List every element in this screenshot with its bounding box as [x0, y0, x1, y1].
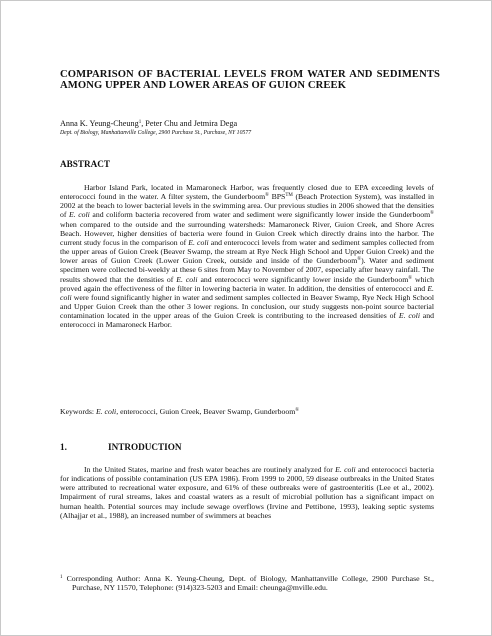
- abstract-text: and coliform bacteria recovered from water and sediment were significantly lower inside the Gunderboom: [89, 210, 431, 220]
- species-name: E. coli: [69, 210, 90, 220]
- author-footnote-marker: 1: [138, 120, 142, 125]
- registered-mark: ®: [357, 257, 362, 263]
- registered-mark: ®: [430, 211, 434, 217]
- author-list: [60, 119, 237, 129]
- species-name: E. coli: [188, 237, 209, 247]
- abstract-text: and enterococci levels from water and sediment samples collected from the upper areas of Guion Creek (Beaver Swamp, the stream at Rye Neck High School and Upper Guion Creek) and the lower areas of Guion Creek (Lower Guion Creek, outside and inside of the Gunderboom: [60, 237, 434, 266]
- keywords-list: , enterococci, Guion Creek, Beaver Swamp, Gunderboom: [116, 407, 296, 416]
- keywords-label: Keywords:: [60, 407, 96, 416]
- corresponding-author-footnote: [60, 574, 434, 592]
- abstract-text: and enterococci were significantly lower inside the Gunderboom: [197, 274, 409, 284]
- author-others: , Peter Chu and Jetmira Dega: [141, 119, 238, 128]
- abstract-text: which proved again the effectiveness of the filter in lowering bacteria in water. In addition, the densities of enterococci and: [60, 274, 434, 293]
- abstract-text: and enterococci in Mamaroneck Harbor.: [60, 311, 434, 330]
- abstract-text: ). Water and sediment specimen were collected bi-weekly at these 6 sites from May to November of 2007, especially after heavy rainfall. The results showed that the densities of: [60, 256, 434, 284]
- registered-mark: ®: [408, 275, 413, 281]
- section-number: 1.: [60, 442, 67, 452]
- abstract-text: BPS: [268, 192, 286, 202]
- intro-text: and enterococci bacteria for indications of possible contamination (US EPA 1986). From 1999 to 2000, 59 disease outbreaks in the United States were attributed to recreational water exposure, and 61% of these outbreaks were of gastroenteritis (Lee et al., 2002). Impairment of rural streams, lakes and coastal waters as a result of microbial pollution has a significant impact on human health. Potential sources may include sewage overflows (Irvine and Pettibone, 1993), leaking septic systems (Alhajjar et al., 1988), an increased number of swimmers at beaches: [60, 465, 434, 520]
- abstract-heading: ABSTRACT: [60, 159, 111, 169]
- paper-title: COMPARISON OF BACTERIAL LEVELS FROM WATER AND SEDIMENTS AMONG UPPER AND LOWER AREAS OF GUION CREEK: [60, 69, 440, 92]
- species-name: E. coli: [176, 274, 198, 284]
- abstract-body: [60, 183, 434, 330]
- section-title: INTRODUCTION: [108, 442, 182, 452]
- species-name: E. coli: [335, 465, 356, 474]
- species-name: E. coli: [60, 283, 434, 302]
- keywords-line: [60, 407, 434, 416]
- abstract-text: were found significantly higher in water and sediment samples collected in Beaver Swamp, Rye Neck High School and Upper Guion Creek than the other 3 lower regions. In conclusion, our study suggests non-point source bacterial contamination located in the upper areas of the Guion Creek is contributing to the increased densities of: [60, 292, 434, 321]
- abstract-text: when compared to the outside and the surrounding watersheds: Mamaroneck River, Guion Creek, and Shore Acres Beach. However, higher densities of bacteria were found in Guion Creek which directly drains into the harbor. The current study focus in the comparison of: [60, 219, 434, 247]
- registered-mark: ®: [265, 193, 269, 199]
- author-affiliation: Dept. of Biology, Manhattanville College, 2900 Purchase St., Purchase, NY 10577: [60, 130, 252, 136]
- species-name: E. coli: [398, 311, 420, 321]
- abstract-text: (Beach Protection System), was installed in 2002 at the beach to lower bacterial levels in the swimming area. Our previous studies in 2006 showed that the densities of: [60, 192, 435, 220]
- introduction-heading: [60, 442, 182, 452]
- footnote-text: Corresponding Author: Anna K. Yeung-Cheung, Dept. of Biology, Manhattanville College, 2900 Purchase St., Purchase, NY 11570, Telephone: (914)323-5203 and Email: cheunga@mville.edu.: [62, 574, 434, 593]
- author-primary: Anna K. Yeung-Cheung: [60, 119, 139, 128]
- footnote-marker: 1: [60, 575, 63, 580]
- registered-mark: ®: [295, 408, 300, 413]
- species-name: E. coli: [95, 407, 117, 416]
- intro-text: In the United States, marine and fresh water beaches are routinely analyzed for: [84, 465, 336, 474]
- trademark-mark: TM: [285, 193, 293, 199]
- abstract-text: Harbor Island Park, located in Mamaroneck Harbor, was frequently closed due to EPA exceeding levels of enterococci found in the water. A filter system, the Gunderboom: [60, 183, 434, 202]
- introduction-body: [60, 465, 434, 520]
